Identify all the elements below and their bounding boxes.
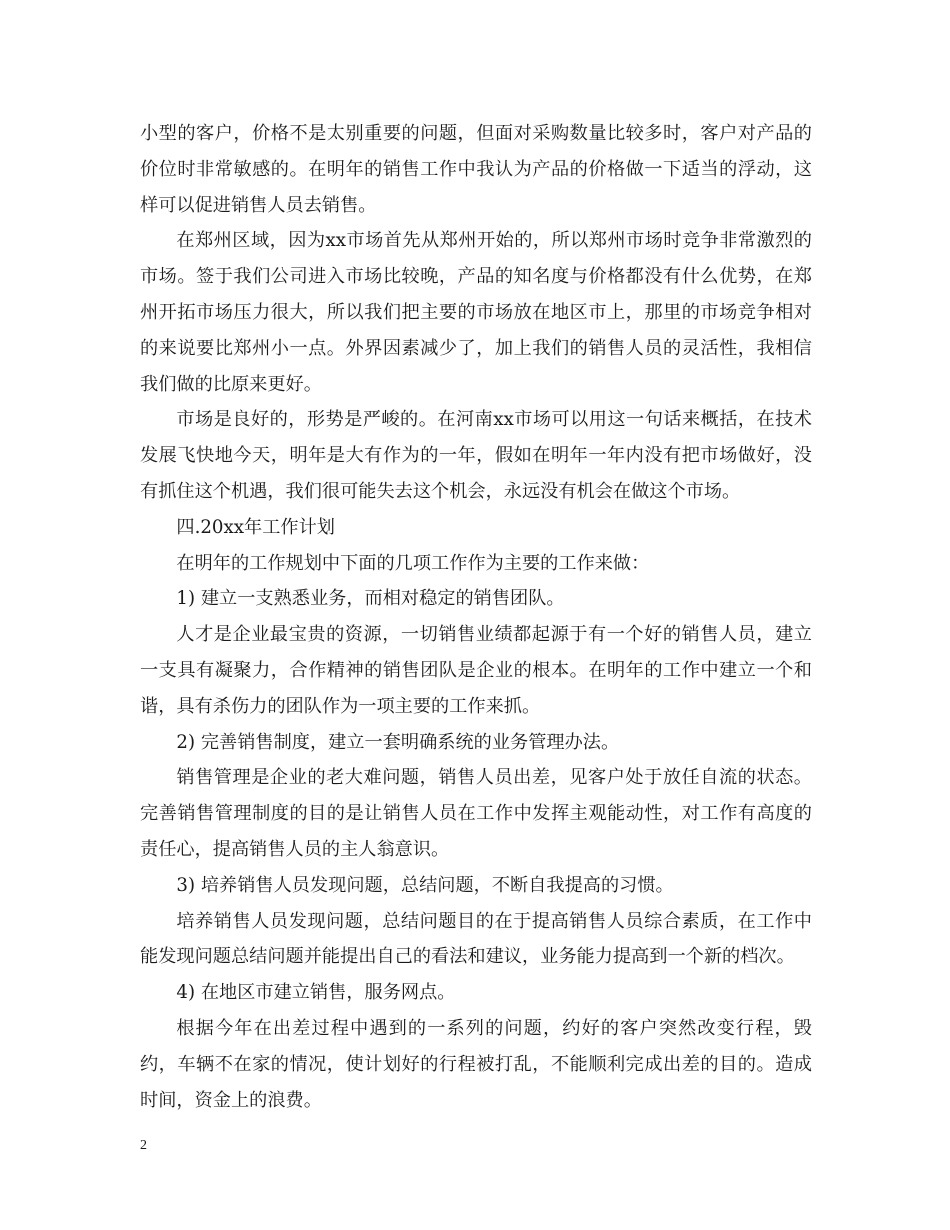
paragraph-3: 市场是良好的，形势是严峻的。在河南xx市场可以用这一句话来概括，在技术发展飞快地今天，明年是大有作为的一年，假如在明年一年内没有把市场做好，没有抓住这个机遇，我们很可能失去这个机会，永远没有机会在做这个市场。: [140, 409, 812, 502]
paragraph-1: 小型的客户，价格不是太别重要的问题，但面对采购数量比较多时，客户对产品的价位时非常敏感的。在明年的销售工作中我认为产品的价格做一下适当的浮动，这样可以促进销售人员去销售。: [140, 123, 812, 216]
paragraph-2: 在郑州区域，因为xx市场首先从郑州开始的，所以郑州市场时竞争非常激烈的市场。签于我们公司进入市场比较晚，产品的知名度与价格都没有什么优势，在郑州开拓市场压力很大，所以我们把主要的市场放在地区市上，那里的市场竞争相对的来说要比郑州小一点。外界因素减少了，加上我们的销售人员的灵活性，我相信我们做的比原来更好。: [140, 230, 812, 395]
list-item-3: 3) 培养销售人员发现问题，总结问题，不断自我提高的习惯。: [176, 874, 674, 896]
paragraph-11: 培养销售人员发现问题，总结问题目的在于提高销售人员综合素质，在工作中能发现问题总结问题并能提出自己的看法和建议，业务能力提高到一个新的档次。: [140, 910, 812, 968]
list-item-4: 4) 在地区市建立销售，服务网点。: [176, 982, 456, 1004]
paragraph-5: 在明年的工作规划中下面的几项工作作为主要的工作来做：: [176, 552, 650, 574]
page-number: 2: [140, 1138, 147, 1153]
list-item-1: 1) 建立一支熟悉业务，而相对稳定的销售团队。: [176, 588, 565, 610]
section-heading-work-plan: 四.20xx年工作计划: [176, 516, 335, 538]
paragraph-13: 根据今年在出差过程中遇到的一系列的问题，约好的客户突然改变行程，毁约，车辆不在家的情况，使计划好的行程被打乱，不能顺利完成出差的目的。造成时间，资金上的浪费。: [140, 1017, 812, 1111]
paragraph-7: 人才是企业最宝贵的资源，一切销售业绩都起源于有一个好的销售人员，建立一支具有凝聚力，合作精神的销售团队是企业的根本。在明年的工作中建立一个和谐，具有杀伤力的团队作为一项主要的工作来抓。: [140, 624, 812, 717]
document-body: [140, 116, 812, 1118]
list-item-2: 2) 完善销售制度，建立一套明确系统的业务管理办法。: [176, 731, 620, 753]
paragraph-9: 销售管理是企业的老大难问题，销售人员出差，见客户处于放任自流的状态。完善销售管理制度的目的是让销售人员在工作中发挥主观能动性，对工作有高度的责任心，提高销售人员的主人翁意识。: [140, 767, 812, 860]
